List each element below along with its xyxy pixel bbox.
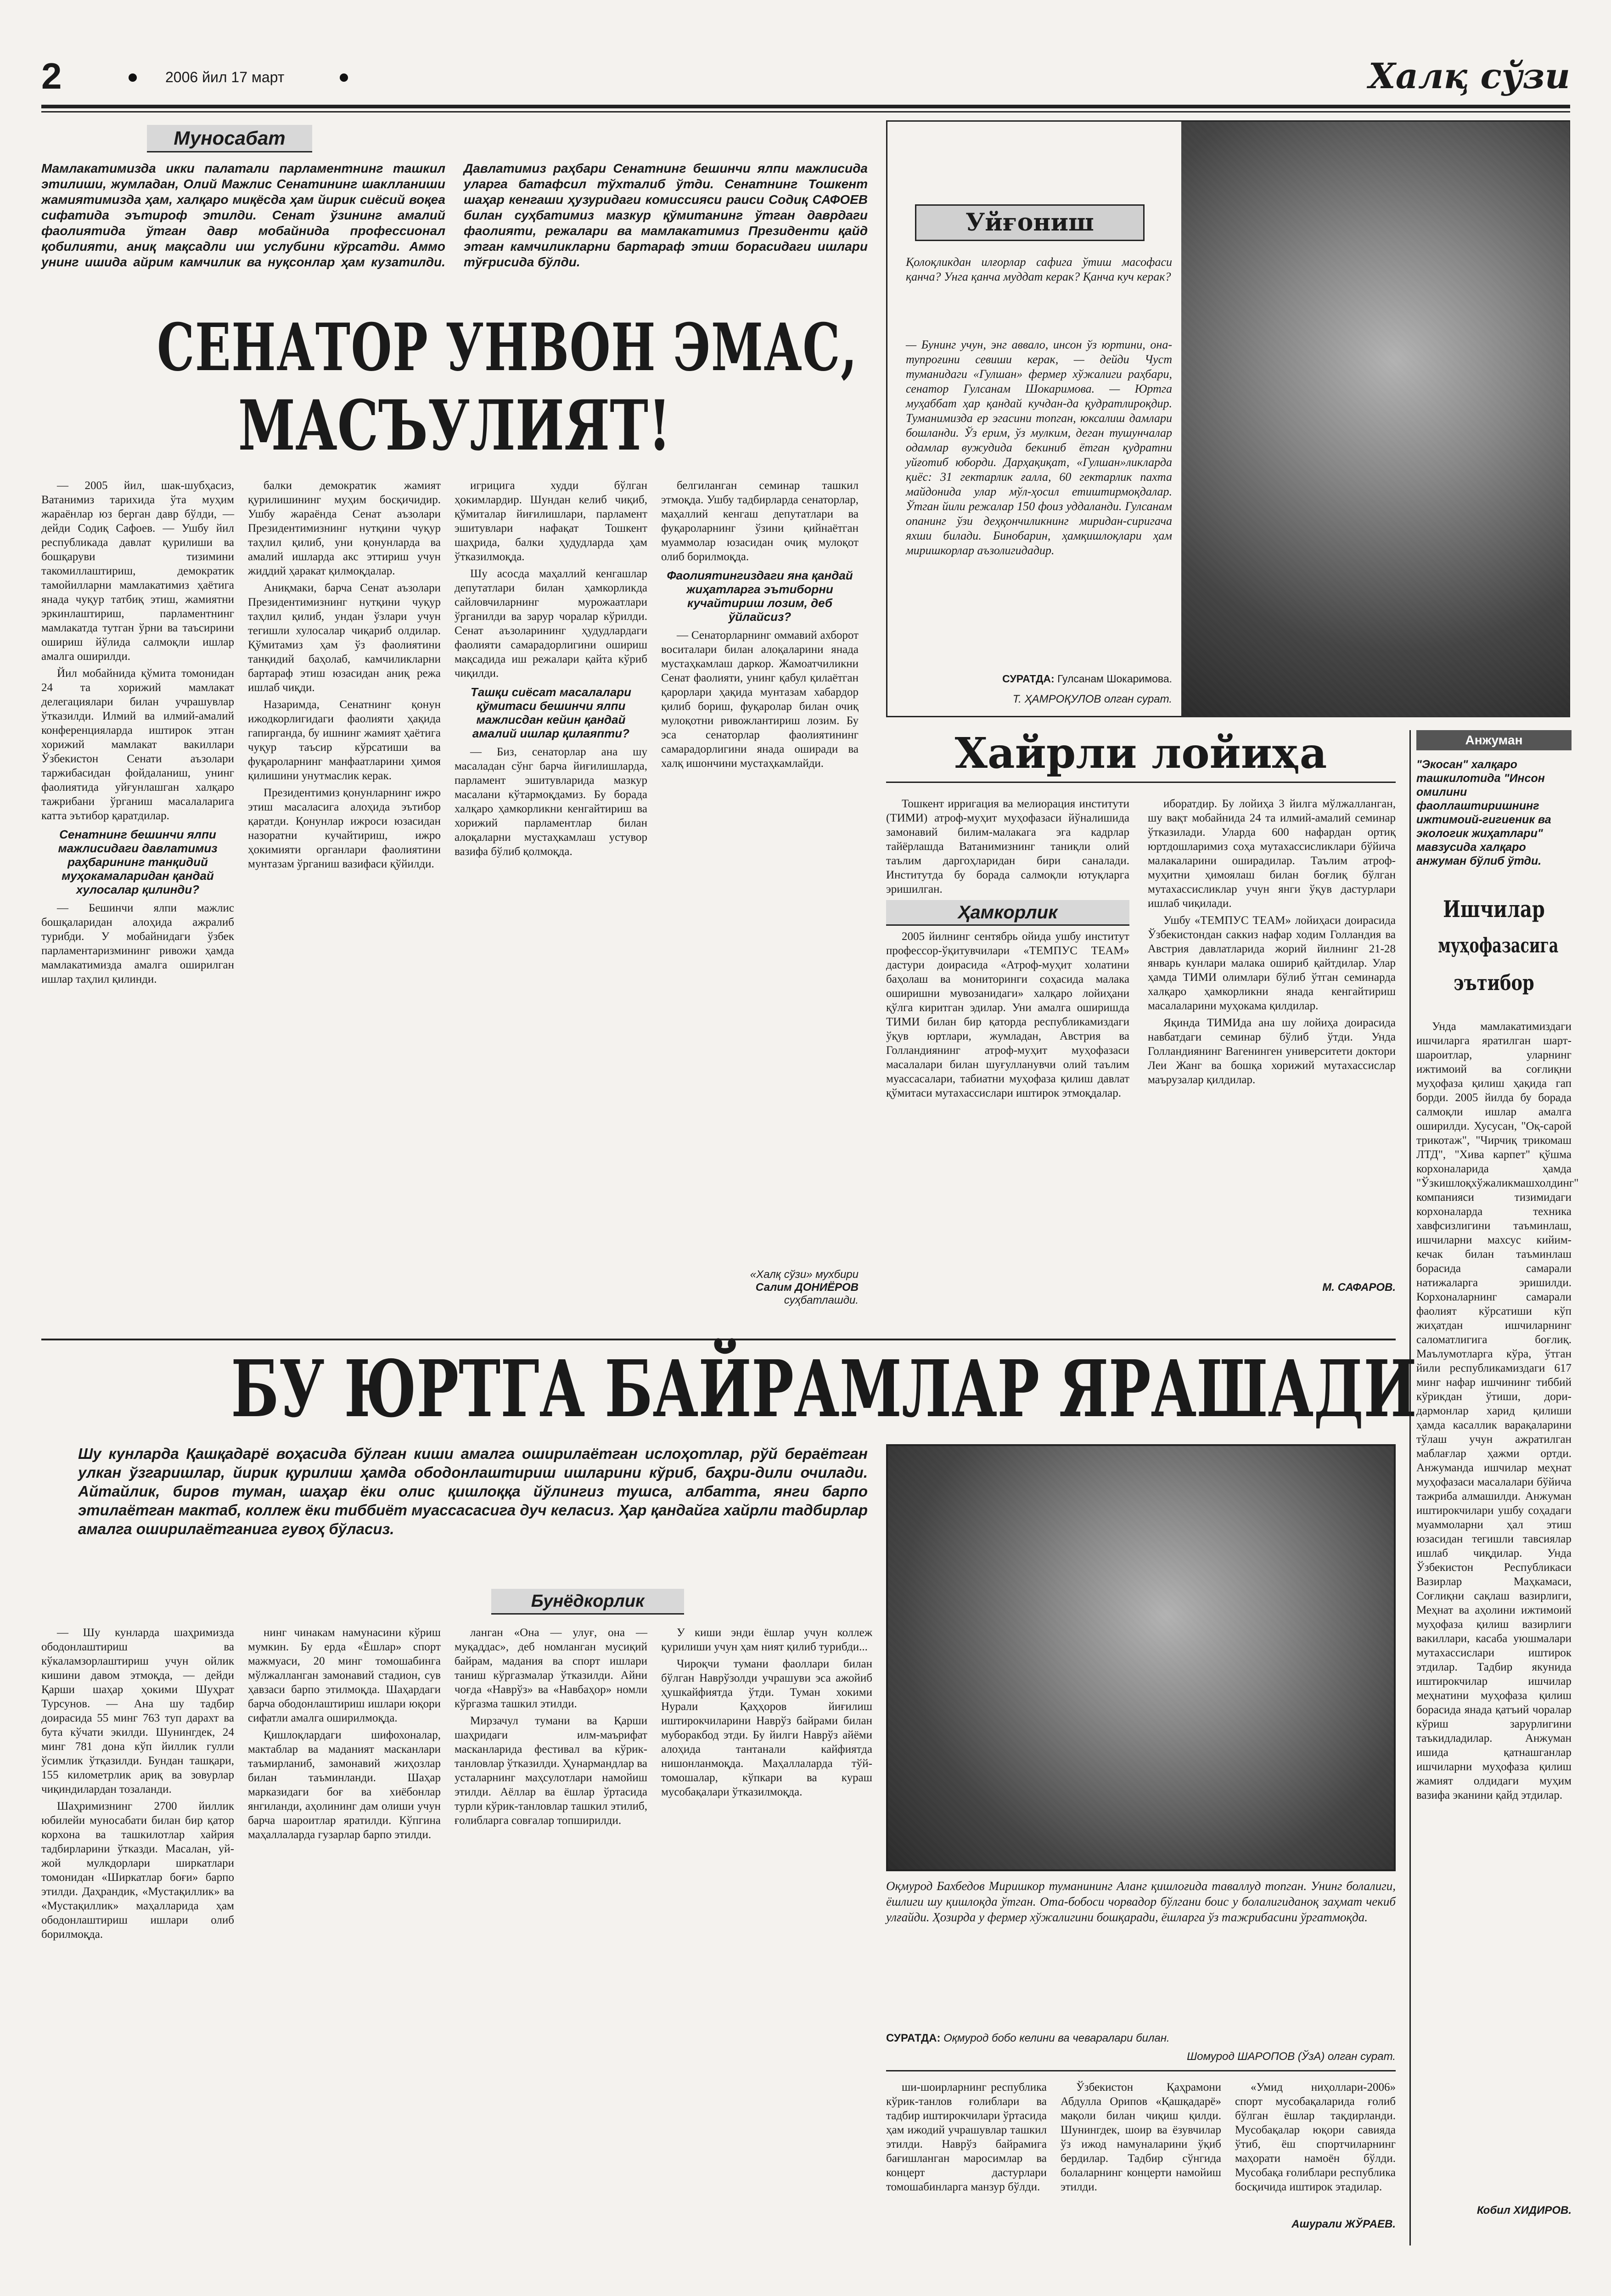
article-lead: Қолоқликдан илғорлар сафига ўтиш масофаси қанча? Унга қанча муддат керак? Қанча куч керак? <box>906 255 1172 283</box>
text-column: ши-шоирларнинг республика кўрик-танлов ғолиблари ва тадбир иштирокчилари ўртасида ҳам ижодий учрашувлар ташкил этилди. Наврўз байрамига бағишланган маросимлар ва концерт дастурлари томошабинларга манзур бўлди. <box>886 2081 1047 2193</box>
text-column: У киши энди ёшлар учун коллеж қурилиши учун ҳам ният қилиб турибди... Чироқчи тумани фаоллари билан бўлган Наврўзолди учрашуви эса ажойиб ҳушкайфиятда ўтди. Туман хокими Нурали Қаҳҳоров йиғилиш иштирокчиларини Наврўз байрами билан муборакбод этди. Бу йилги Наврўз айёми алоҳида тантанали кайфиятда нишонланмоқда. Маҳаллаларда тўй-томошалар, кўпкари ва кураш мусобақалари ўтказилмоқда. <box>661 1626 872 1798</box>
photo-credit: Шомурод ШАРОПОВ (ЎзА) олган сурат. <box>1187 2050 1396 2063</box>
page-number: 2 <box>41 56 62 96</box>
title-line: СЕНАТОР УНВОН ЭМАС, <box>157 310 858 386</box>
article-title: Ишчилар муҳофазасига эътибор <box>1438 895 1559 995</box>
photo-caption-subject: СУРАТДА: Оқмурод бобо келини ва чеваралари билан. <box>886 2032 1170 2044</box>
title-line: МАСЪУЛИЯТ! <box>238 385 671 466</box>
article-lead: "Экосан" халқаро ташкилотида "Инсон омилини фаоллаштиришнинг ижтимоий-гигиеник ва экологик жиҳатлари" мавзусида халқаро анжуман бўлиб ўтди. <box>1416 758 1551 867</box>
article-lead: Мамлакатимизда икки палатали парламентнинг ташкил этилиши, жумладан, Олий Мажлис Сенатининг шаклланиши жамиятимизда ҳам, халқаро миқёсда ҳам йирик сиёсий воқеа сифатида эътироф этилди. Сенат ўзининг амалий фаолиятида ўтган давр мобайнида профессионал қобилияти, аниқ мақсадли иш услубини кўрсатди. Аммо унинг ишида айрим камчилик ва нуқсонлар ҳам кузатилди. Давлатимиз раҳбари Сенатнинг бешинчи ялпи мажлисида уларга батафсил тўхталиб ўтди. Сенатнинг Тошкент шаҳар кенгаши ҳузуридаги комиссияси раиси Содиқ САФОЕВ билан суҳбатимиз мазкур қўмитанинг ўтган даврдаги фаолияти, режалари ва мамлакатимиз Президенти қайд этган камчиликларни бартараф этиш борасидаги ишлари тўғрисида бўлди. <box>41 161 868 269</box>
photo-rule <box>886 2070 1396 2071</box>
elder-with-family-photo <box>886 1444 1396 1871</box>
article-lead: Шу кунларда Қашқадарё воҳасида бўлган киши амалга оширилаётган ислоҳотлар, рўй бераётган улкан ўзгаришлар, йирик қурилиш ҳамда ободонлаштириш ишларини кўриб, баҳри-дили очилади. Айтайлик, биров туман, шаҳар ёки олис қишлоққа йўлингиз тушса, албатта, янги барпо этилаётган мактаб, коллеж ёки тиббиёт муассасасига дуч келасиз. Ҳар қандайга хайрли тадбирлар амалга оширилаётганига гувоҳ бўласиз. <box>78 1445 868 1537</box>
article-signature: Ашурали ЖЎРАЕВ. <box>1291 2218 1396 2230</box>
masthead: Халқ сўзи <box>1368 56 1570 96</box>
issue-date: 2006 йил 17 март <box>165 69 285 85</box>
text-column: ланган «Она — улуғ, она — муқаддас», деб номланган мусиқий байрам, мадания ва спорт ишлари таниш кўргазмалар ўтказилди. Айни чоғда «Наврўз» ва «Навбаҳор» номли кўргазма ташкил этилди. Мирзачул тумани ва Қарши шаҳридаги илм-маърифат масканларида фестивал ва кўрик-танловлар ўтказилди. Ҳунармандлар ва усталарнинг маҳсулотлари намойиш этилди. Аёллар ва ёшлар ўртасида турли кўрик-танловлар ташкил этилиб, ғолибларга совғалар топширилди. <box>455 1626 647 1827</box>
photo-caption: СУРАТДА: Гулсанам Шокаримова. <box>1002 673 1172 685</box>
rubric-label: Анжуман <box>1416 730 1572 750</box>
text-column: Тошкент ирригация ва мелиорация институти (ТИМИ) атроф-муҳит муҳофазаси йўналишида замонавий билим-малакага эга кадрлар тайёрлашда Ватанимизнинг таниқли олий таълим даргоҳларидан бири саналади. Институтда бу борада салмоқли ютуқларга эришилган. Ҳамкорлик 2005 йилнинг сентябрь ойида ушбу институт профессор-ўқитувчилари «ТЕМПУС ТЕАМ» дастури доирасида «Атроф-муҳит холатини баҳолаш ва мониторинги соҳасида малака оширишни мувозанидаги» халқаро лойиҳани қўлга киритган эдилар. Уни амалга оширишда ТИМИ билан бир қаторда республикамиздаги ўқув юртлари, жумладан, Австрия ва Голландиянинг атроф-муҳит муҳофазаси масалалари билан шуғулланувчи олий таълим муассасалари, табиатни муҳофаза қилиш давлат қўмитаси мутахассислари иштирок этмоқдалар. <box>886 798 1129 1099</box>
article-good-project <box>886 728 1396 1334</box>
bullet-icon <box>129 73 137 82</box>
text-column: — Шу кунларда шаҳримизда ободонлаштириш ва кўкаламзорлаштириш учун ойлик кишини давом этмоқда, — дейди Қарши шаҳар ҳокими Шуҳрат Турсунов. — Ана шу тадбир доирасида 55 минг 763 туп дарахт ва бута кўчати экилди. Шунингдек, 24 минг 781 дона кўп йиллик гулли ўсимлик ўтқазилди. Бундан ташқари, 155 километрлик ариқ ва зовурлар чиқиндилардан тозаланди. Шаҳримизнинг 2700 йиллик юбилейи муносабати билан бир қатор корхона ва ташкилотлар хайрия тадбирларини ўтказди. Масалан, уй-жой мулкдорлари ширкатлари томонидан «Ширкатлар боғи» барпо этилди. Даҳрандик, «Мустақиллик» ва «Мустақиллик» маҳалларида ҳам ободонлаштириш ишлари олиб борилмоқда. <box>41 1626 234 1941</box>
rubric-label: Уйғониш <box>915 204 1145 241</box>
article-signature: М. САФАРОВ. <box>1322 1281 1396 1294</box>
rubric-label: Муносабат <box>147 125 312 152</box>
article-conference <box>1409 730 1579 2245</box>
text-column: игрицига худди бўлган ҳокимлардир. Шундан келиб чиқиб, қўмиталар йиғилишлари, парламент эшитувлари нафақат Тошкент шаҳрида, балки ҳудудларда ҳам ўтказилмоқда. Шу асосда маҳаллий кенгашлар депутатлари билан ҳамкорликда сайловчиларнинг мурожаатлари ўрганилди ва зарур чоралар кўрилди. Сенат аъзоларининг ҳудудлардаги фаолияти самарадорлигини ошириш мақсадида иш режалари қайта кўриб чиқилди. Ташқи сиёсат масалалари қўмитаси бешинчи ялпи мажлисдан кейин қандай амалий ишлар қилаяпти? — Биз, сенаторлар ана шу масаладан сўнг барча йиғилишларда, парламент эшитувларида мазкур масалани кўтармоқдамиз. Бу борада халқаро ҳамкорликни кенгайтириш ва хорижий парламентлар билан алоқаларни мустаҳкамлаш устувор вазифа бўлиб қолмоқда. <box>455 479 647 858</box>
page-header <box>41 55 1570 101</box>
article-senator <box>41 120 868 1333</box>
article-title: БУ ЮРТГА БАЙРАМЛАР ЯРАШАДИ <box>231 1343 1417 1435</box>
article-body: — Бунинг учун, энг аввало, инсон ўз юртини, она-тупроғини севиши керак, — дейди Чуст туманидаги «Гулшан» фермер хўжалиги раҳбари, сенатор Гулсанам Шокаримова. — Юртга муҳаббат ҳар қандай кучдан-да қудратлироқдир. Туманимизда ер эгасини топган, юксалиш дамлари бошланди. Ўз ерим, ўз мулким, деган тушунчалар одамлар вужудида бекиниб ётган қудратни уйғотиб юборди. Дарҳақиқат, «Гулшан»ликларда қиёс: 31 гектарлик ғалла, 60 гектарлик пахта майдонида улар мўл-ҳосил етиштирмоқдалар. Ўтган йили режалар 150 фоиз уддаланди. Гулсанам опанинг ўзи деҳқончиликнинг миридан-сиригача яхши билади. Бинобарин, ҳамқишлоқлари ҳам миришкорлар аъзолигидадир. <box>906 338 1172 557</box>
rubric-label: Бунёдкорлик <box>491 1589 684 1615</box>
text-column: «Умид ниҳоллари-2006» спорт мусобақаларида ғолиб бўлган ёшлар тақдирланди. Мусобақалар юқори савияда ўтиб, ёш спортчиларнинг маҳорати намоён бўлди. Мусобақа ғолиблари республика босқичида иштирок этадилар. <box>1235 2081 1396 2193</box>
section-rule <box>41 1339 1396 1340</box>
text-column: Ўзбекистон Қаҳрамони Абдулла Орипов «Қашқадарё» мақоли билан чиқиш қилди. Шунингдек, шоир ва ёзувчилар ўз ижод намуналарини ўқиб бердилар. Тадбир сўнгида болаларнинг концерти намойиш этилди. <box>1061 2081 1221 2193</box>
article-signature: Кобил ХИДИРОВ. <box>1476 2204 1572 2217</box>
portrait-photo <box>1181 122 1570 717</box>
photo-credit: Т. ҲАМРОҚУЛОВ олган сурат. <box>1012 693 1172 705</box>
text-column: — 2005 йил, шак-шубҳасиз, Ватанимиз тарихида ўта муҳим жараёнлар юз берган давр бўлди, — дейди Содиқ Сафоев. — Ушбу йил республикада давлат қурилиши ва бошқаруви тизимини такомиллаштириш, демократик тамойилларни мамлакатимиз ҳаётига янада чуқур татбиқ этиш, жамиятни эркинлаштириш, парламентнинг мамлакатда тутган ўрни ва таъсирини ошириш йўлида салмоқли ишлар амалга оширилди. Йил мобайнида қўмита томонидан 24 та хорижий мамлакат делегациялари билан учрашувлар ўтказилди. Илмий ва илмий-амалий конференцияларда иштирок этган хорижий мамлакат вакиллари Ўзбекистон Сенати аъзолари таржибасидан фойдаланиш, унинг фаолиятида уйғунлашган халқаро тажрибани ўрганиш масалаларига катта эътибор қаратдилар. Сенатнинг бешинчи ялпи мажлисидаги давлатимиз раҳбарининг танқидий муҳокамаларидан қандай хулосалар қилинди? — Бешинчи ялпи мажлис бошқаларидан алоҳида ажралиб турибди. У мобайнидаги ўзбек парламентаризмининг ривожи ҳамда мамлакатимизда амалга оширилган ишлар таҳлил қилинди. <box>41 479 234 985</box>
rubric-label: Ҳамкорлик <box>886 900 1129 926</box>
text-column: балки демократик жамият қурилишининг муҳим босқичидир. Ушбу жараёнда Сенат аъзолари Президентимизнинг нутқини чуқур таҳлил қилиб, уни қонунларда ва амалий ишларда акс эттириш учун жиддий ҳаракат қилмоқдалар. Аниқмаки, барча Сенат аъзолари Президентимизнинг нутқини чуқур таҳлил қилиб, ундан ўзлари учун тегишли хулосалар чиқариб олдилар. Қўмитамиз ҳам ўз фаолиятини танқидий баҳолаб, камчиликларни бартараф этиш юзасидан аниқ режа ишлаб чиқди. Назаримда, Сенатнинг қонун ижодкорлигидаги фаолияти ҳақида гапирганда, бу ишнинг жамият ҳаётига чуқур таъсир кўрсатиши ва фуқароларнинг манфаатларини ҳимоя қилишини унутмаслик керак. Президентимиз қонунларнинг ижро этиш масаласига алоҳида эътибор қаратди. Қонунлар ижроси юзасидан назоратни кучайтириш, ижро ҳокимияти органлари фаолиятини мунтазам ўрганиш вазифаси қўйилди. <box>248 479 441 870</box>
article-title: Хайрли лойиҳа <box>886 728 1396 783</box>
header-rule-thin <box>41 111 1570 113</box>
text-column: Унда мамлакатимиздаги ишчиларга яратилган шарт-шароитлар, уларнинг ижтимоий ва соғлиқни муҳофаза қилиш ҳақида гап борди. 2005 йилда бу борада салмоқли ишлар амалга оширилди. Хусусан, "Оқ-сарой трикотаж", "Чирчиқ трикомаш ЛТД", "Хива карпет" қўшма корхоналарида ҳамда "Ўзкишлоқхўжаликмашхолдинг" компанияси тизимидаги корхоналарда техника хавфсизлигини таъминлаш, ишчиларни махсус кийим-кечак билан таъминлаш борасида самарали натижаларга эришилди. Корхоналарнинг самарали фаолият кўрсатиши кўп жиҳатдан ишчиларнинг саломатлигига боғлиқ. Маълумотларга кўра, ўтган йили республикамиздаги 617 минг нафар ишчининг тиббий кўрикдан ўтиши, дори-дармонлар харид қилиши ҳамда касаллик варақаларини тўлаш учун ажратилган маблағлар ҳажми ортди. Анжуманда ишчилар меҳнат муҳофазаси масалалари бўйича тажриба алмашилди. Анжуман иштирокчилари ушбу соҳадаги муаммоларни ҳал этиш юзасидан тегишли тавсиялар ишлаб чиқдилар. Унда Ўзбекистон Республикаси Вазирлар Маҳкамаси, Соғлиқни сақлаш вазирлиги, Меҳнат ва аҳолини ижтимоий муҳофаза қилиш вазирлиги вакиллари, касаба уюшмалари мутахассислари иштирок этдилар. Тадбир якунида иштирокчилар ишчилар меҳнатини муҳофаза қилиш борасида янада қатъий чоралар кўриш зарурлигини таъкидладилар. Анжуман ишида қатнашганлар ишчиларни муҳофаза қилиш жамият олдидаги муҳим вазифа эканини қайд этдилар. <box>1416 1020 1579 1801</box>
article-signature: «Халқ сўзи» мухбири Салим ДОНИЁРОВ суҳбатлашди. <box>750 1268 859 1306</box>
text-column: белгиланган семинар ташкил этмоқда. Ушбу тадбирларда сенаторлар, маҳаллий кенгаш депутатлари ва фуқароларнинг ўзини қийнаётган муаммолар юзасидан очиқ мулоқот олиб борилмоқда. Фаолиятингиздаги яна қандай жиҳатларга эътиборни кучайтириш лозим, деб ўйлайсиз? — Сенаторларнинг оммавий ахборот воситалари билан алоқаларини янада мустаҳкамлаш даркор. Жамоатчиликни Сенат фаолияти, унинг қабул қилаётган қарорлари ҳақида мунтазам хабардор қилиб бориш, фуқаролар билан очиқ мулоқотни ривожлантириш лозим. Бу эса сенаторлар фаолиятининг самарадорлигини янада оширади ва халқ ишончини мустаҳкамлайди. <box>661 479 859 770</box>
bullet-icon <box>340 73 348 82</box>
header-rule <box>41 105 1570 108</box>
text-column: иборатдир. Бу лойиҳа 3 йилга мўлжалланган, шу вақт мобайнида 24 та илмий-амалий семинар ўтказилади. Уларда 600 нафардан ортиқ юртдошларимиз соҳа мутахассисликлари бўйича малакаларини оширадилар. Таълим атроф-муҳитни ҳимоялаш билан боғлиқ бўлган мутахассисликлар учун янги ўқув дастурлари ишлаб чиқилади. Ушбу «ТЕМПУС ТЕАМ» лойиҳаси доирасида Ўзбекистондан саккиз нафар ходим Голландия ва Австрия давлатларида жорий йилнинг 21-28 январь кунлари малака ошириб қайтдилар. Улар ҳамда ТИМИ олимлари бўлиб ўтган семинарда халқаро ҳамкорликни янада кенгайтириш масалаларини муҳокама қилдилар. Яқинда ТИМИда ана шу лойиҳа доирасида навбатдаги семинар бўлиб ўтди. Унда Голландиянинг Вагенинген университети доктори Леи Жанг ва бошқа хорижий мутахассислар маърузалар қилдилар. <box>1148 798 1396 1086</box>
photo-caption: Оқмурод Бахбедов Миришкор туманининг Аланг қишлоғида таваллуд топган. Унинг болалиги, ёшлиги шу қишлоқда ўтган. Ота-бобоси чорвадор бўлгани боис у болалигиданоқ заҳмат чекиб улғайди. Ҳозирда у фермер хўжалигини бошқаради, ёшларга ўз тажрибасини ўргатмоқда. <box>886 1879 1396 1924</box>
article-title <box>41 309 868 465</box>
text-column: нинг чинакам намунасини кўриш мумкин. Бу ерда «Ёшлар» спорт мажмуаси, 20 минг томошабинга мўлжалланган замонавий стадион, сув ҳавзаси барпо этилмоқда. Шаҳардаги барча ободонлаштириш ишлари юқори сифатли амалга оширилмоқда. Қишлоқлардаги шифохоналар, мактаблар ва маданият масканлари таъмирланиб, замонавий жиҳозлар билан таъминланди. Шаҳар марказидаги боғ ва хиёбонлар янгиланди, аҳолининг дам олиши учун барча шароитлар яратилди. Кўпгина маҳаллаларда гузарлар барпо этилди. <box>248 1626 441 1841</box>
article-holidays <box>41 1343 1417 2245</box>
article-awakening <box>886 120 1570 717</box>
